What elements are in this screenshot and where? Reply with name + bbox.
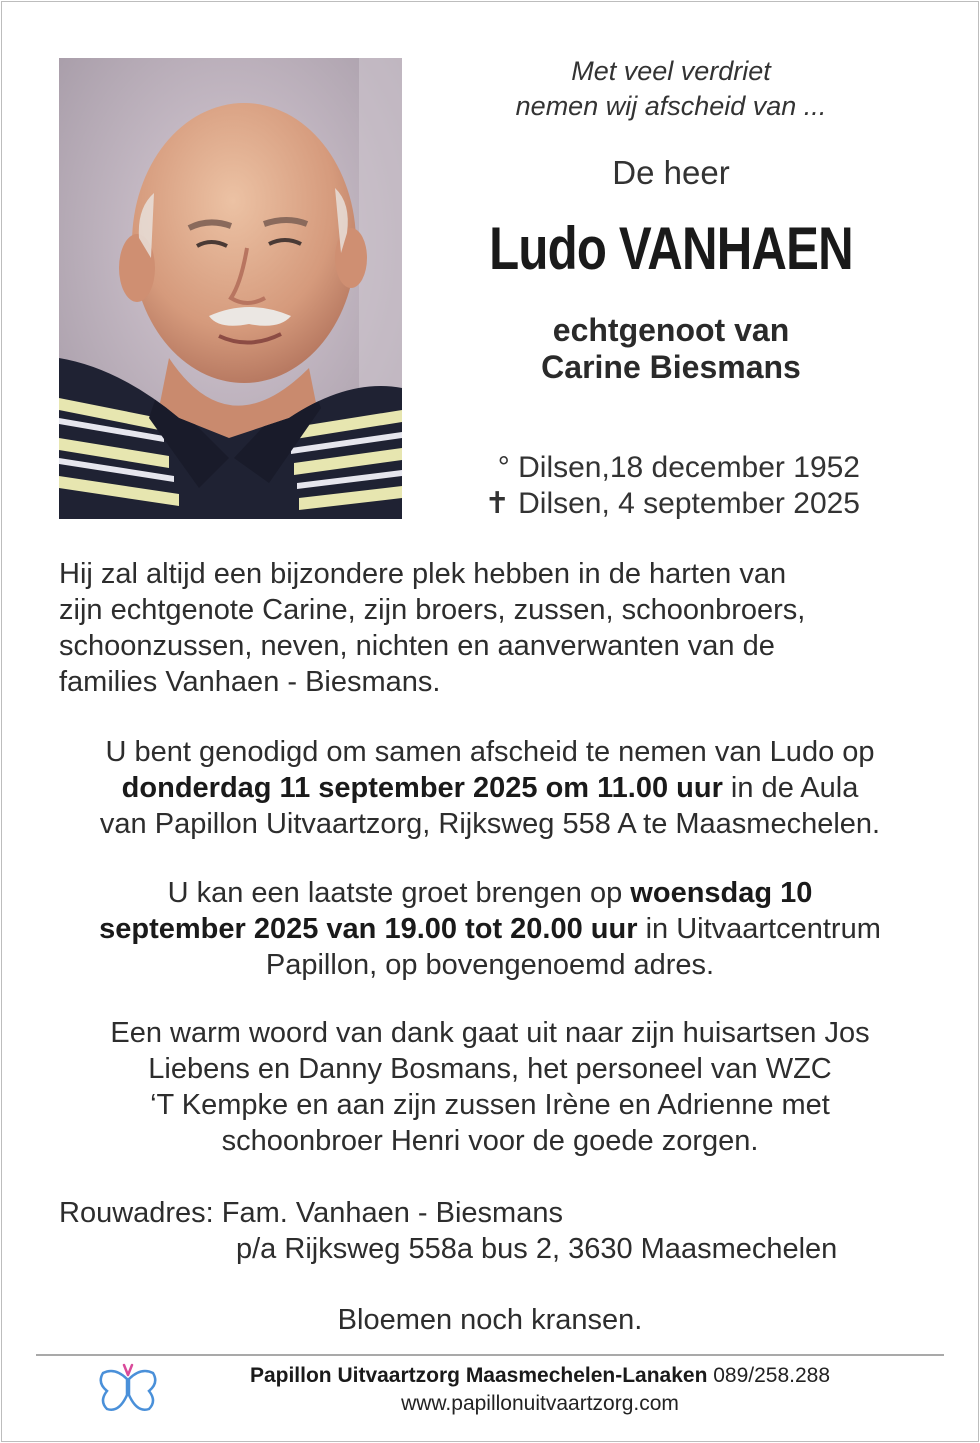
text-line: U bent genodigd om samen afscheid te nemen van Ludo op (105, 736, 875, 768)
death-date: ✝ Dilsen, 4 september 2025 (484, 487, 860, 520)
company-phone: 089/258.288 (707, 1364, 831, 1387)
text-line: van Papillon Uitvaartzorg, Rijksweg 558 A te Maasmechelen. (99, 808, 881, 840)
text-span: U kan een laatste groet brengen op (167, 877, 631, 909)
birth-date: ° Dilsen,18 december 1952 (497, 451, 860, 484)
butterfly-logo-icon (93, 1357, 163, 1417)
visitation-day: woensdag 10 (630, 877, 813, 909)
text-line: Hij zal altijd een bijzondere plek hebben in de harten van (59, 558, 787, 590)
text-line: Liebens en Danny Bosmans, het personeel van WZC (148, 1053, 832, 1085)
thanks-paragraph (40, 1015, 940, 1159)
text-span: in Uitvaartcentrum (637, 913, 881, 945)
intro-line-2: nemen wij afscheid van ... (515, 91, 827, 121)
text-line: families Vanhaen - Biesmans. (59, 666, 441, 698)
text-span: in de Aula (722, 772, 859, 804)
service-datetime: donderdag 11 september 2025 om 11.00 uur (121, 772, 723, 804)
spouse-info (440, 312, 902, 386)
text-line (40, 875, 940, 911)
company-name: Papillon Uitvaartzorg Maasmechelen-Lanaken (249, 1364, 708, 1387)
text-line (40, 770, 940, 806)
mourning-address-line-1: Rouwadres: Fam. Vanhaen - Biesmans (59, 1197, 563, 1229)
visitation-datetime: september 2025 van 19.00 tot 20.00 uur (99, 913, 638, 945)
text-line (40, 911, 940, 947)
text-line: schoonbroer Henri voor de goede zorgen. (221, 1125, 759, 1157)
visitation-paragraph (40, 875, 940, 983)
spouse-line-2: Carine Biesmans (541, 349, 801, 385)
text-line: zijn echtgenote Carine, zijn broers, zussen, schoonbroers, (59, 594, 806, 626)
footer-contact (180, 1362, 900, 1418)
footer-divider (36, 1354, 944, 1356)
deceased-name: Ludo VANHAEN (489, 215, 853, 282)
life-dates (460, 450, 860, 522)
text-line: Papillon, op bovengenoemd adres. (265, 949, 715, 981)
text-line: ‘T Kempke en aan zijn zussen Irène en Adrienne met (150, 1089, 830, 1121)
announcement-header (440, 54, 902, 386)
flowers-note: Bloemen noch kransen. (337, 1304, 643, 1336)
company-website[interactable]: www.papillonuitvaartzorg.com (401, 1392, 679, 1415)
text-line: schoonzussen, neven, nichten en aanverwanten van de (59, 630, 775, 662)
intro-line-1: Met veel verdriet (571, 56, 771, 86)
text-line: Een warm woord van dank gaat uit naar zijn huisartsen Jos (110, 1017, 870, 1049)
family-paragraph (59, 556, 939, 700)
honorific-title: De heer (612, 154, 730, 191)
spouse-line-1: echtgenoot van (552, 312, 790, 348)
mourning-address-line-2: p/a Rijksweg 558a bus 2, 3630 Maasmechelen (236, 1233, 838, 1265)
service-paragraph (40, 734, 940, 842)
intro-text (440, 54, 902, 124)
footer-line-1 (180, 1362, 900, 1390)
portrait-photo (59, 58, 402, 519)
